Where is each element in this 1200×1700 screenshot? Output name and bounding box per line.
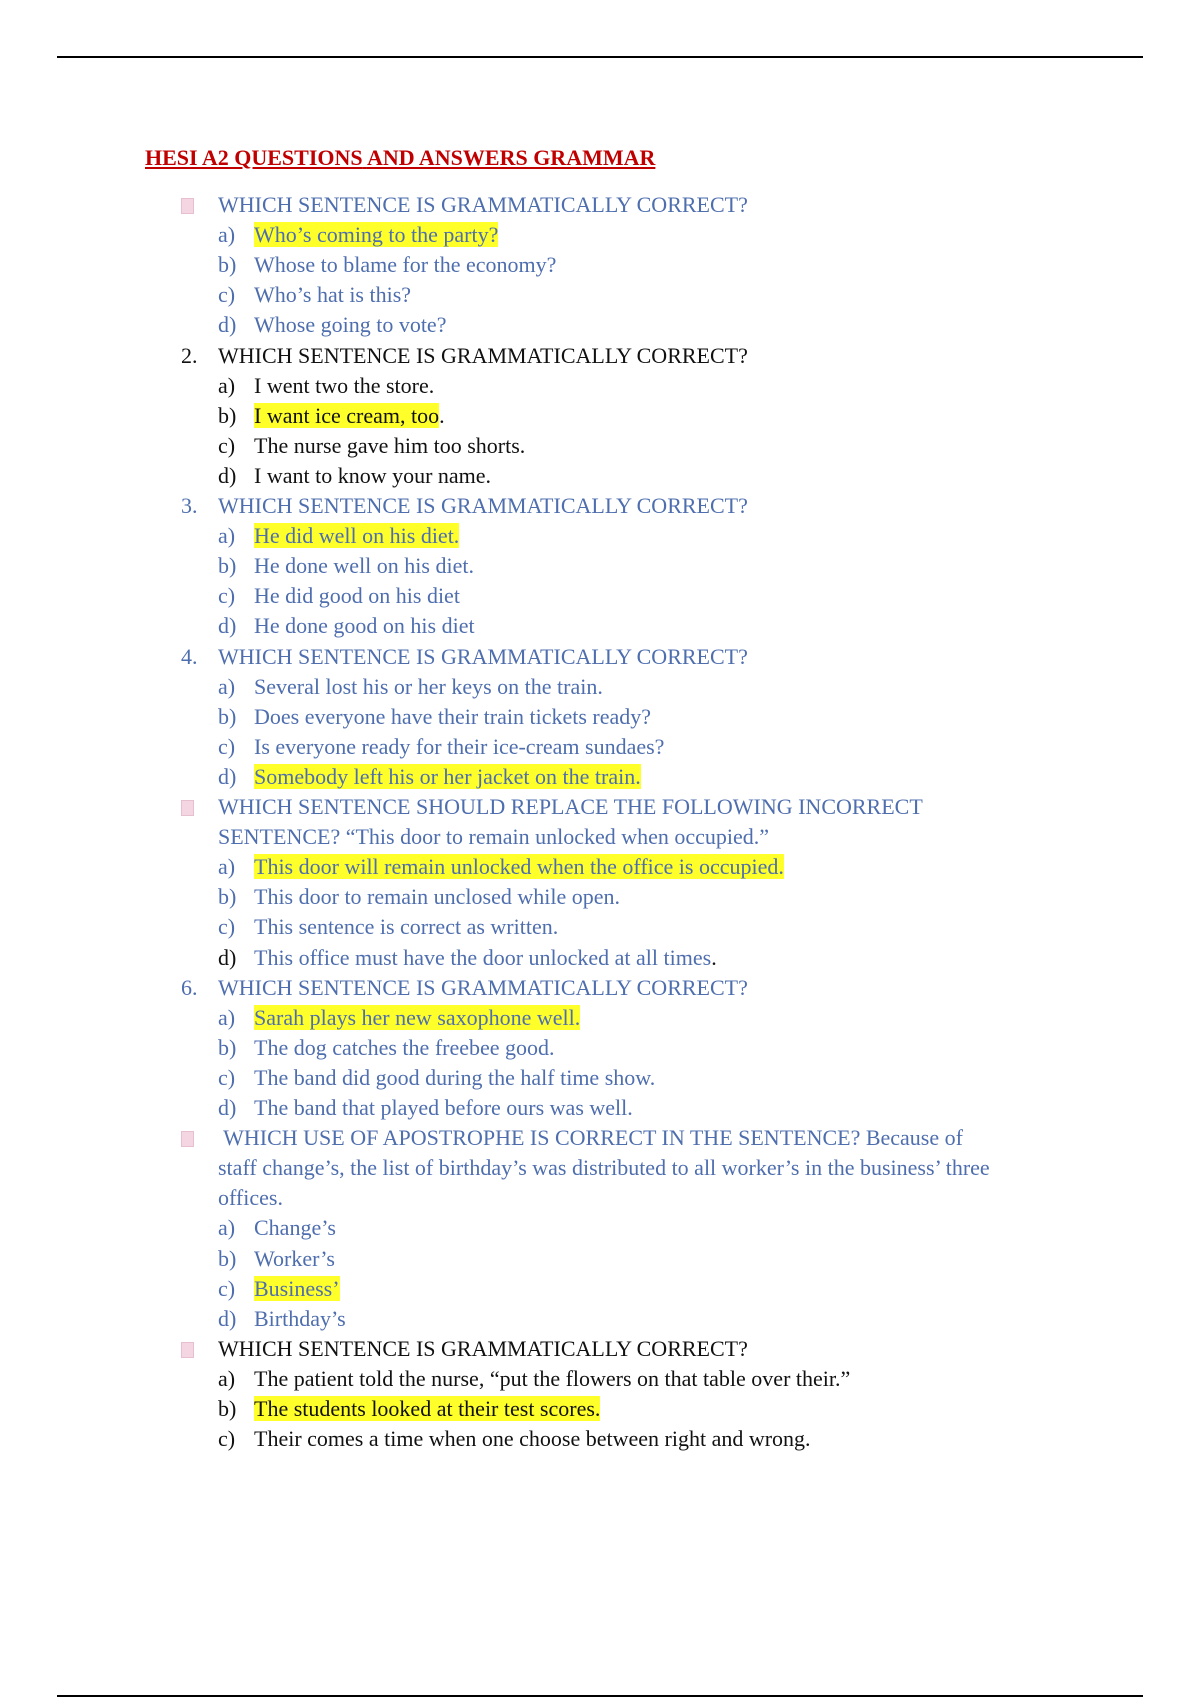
question-number: 2. <box>181 342 198 368</box>
option-label: c) <box>218 432 236 458</box>
option-label: d) <box>218 462 237 488</box>
option-label: b) <box>218 553 237 579</box>
option-text: Whose going to vote? <box>254 312 447 338</box>
option-text-wrap <box>254 251 556 279</box>
question-number: 3. <box>181 493 198 518</box>
bullet-marker-icon <box>181 1342 194 1358</box>
option-label: c) <box>218 282 236 308</box>
list-bullet-icon <box>181 793 201 823</box>
option-text: He did good on his diet <box>254 583 460 609</box>
option-label: d) <box>218 763 237 789</box>
option-text: Is everyone ready for their ice-cream sundaes? <box>254 733 665 759</box>
option-text-wrap <box>254 582 460 610</box>
correct-answer-highlight: Somebody left his or her jacket on the train. <box>254 763 641 789</box>
option-label: d) <box>218 1305 237 1331</box>
bottom-rule <box>57 1695 1143 1697</box>
correct-answer-highlight: Sarah plays her new saxophone well. <box>254 1004 581 1030</box>
question-text: staff change’s, the list of birthday’s was distributed to all worker’s in the business’ three <box>218 1155 990 1181</box>
option-label: b) <box>218 1245 237 1271</box>
option-label: b) <box>218 402 237 428</box>
option-text-wrap <box>254 432 525 460</box>
option-label: b) <box>218 1396 237 1421</box>
option-label: a) <box>218 1215 236 1241</box>
correct-answer-highlight: Business’ <box>254 1275 340 1301</box>
option-text-wrap <box>254 853 784 881</box>
option-text: This door to remain unclosed while open. <box>254 884 620 910</box>
option-label: b) <box>218 703 237 729</box>
option-text: Their comes a time when one choose between right and wrong. <box>254 1426 811 1452</box>
option-label: a) <box>218 673 236 699</box>
option-label: d) <box>218 613 237 639</box>
option-text: He done good on his diet <box>254 613 475 639</box>
option-text-wrap <box>254 883 620 911</box>
question-text: WHICH SENTENCE IS GRAMMATICALLY CORRECT? <box>218 1335 748 1361</box>
question-text: WHICH SENTENCE SHOULD REPLACE THE FOLLOWING INCORRECT <box>218 794 923 819</box>
option-label: b) <box>218 252 237 278</box>
option-text-wrap <box>254 733 664 761</box>
option-text-wrap <box>254 673 603 701</box>
option-text-wrap <box>254 1275 340 1303</box>
option-text: The dog catches the freebee good. <box>254 1034 555 1060</box>
option-label: d) <box>218 1095 237 1120</box>
option-label: a) <box>218 1365 236 1391</box>
page-title <box>145 145 655 171</box>
option-text: The patient told the nurse, “put the flowers on that table over their.” <box>254 1365 851 1391</box>
option-text-wrap <box>254 221 498 249</box>
bullet-marker-icon <box>181 198 194 214</box>
question-text: offices. <box>218 1185 283 1211</box>
option-text: Does everyone have their train tickets ready? <box>254 703 652 729</box>
option-text-wrap <box>254 763 641 791</box>
option-label: b) <box>218 884 237 910</box>
option-text: I went two the store. <box>254 372 435 398</box>
correct-answer-highlight: This door will remain unlocked when the office is occupied. <box>254 854 784 880</box>
option-text: This office must have the door unlocked at all times <box>254 944 712 970</box>
top-rule <box>57 56 1143 58</box>
option-text: This sentence is correct as written. <box>254 914 559 940</box>
question-text: WHICH SENTENCE IS GRAMMATICALLY CORRECT? <box>218 493 748 518</box>
question-number: 6. <box>181 974 198 1000</box>
option-text-wrap <box>254 612 475 640</box>
option-label: a) <box>218 854 236 880</box>
option-text-wrap <box>254 311 446 339</box>
option-text: Change’s <box>254 1215 336 1241</box>
option-text-wrap <box>254 1245 335 1273</box>
question-text: WHICH SENTENCE IS GRAMMATICALLY CORRECT? <box>218 342 748 368</box>
option-label: b) <box>218 1034 237 1060</box>
option-text: The band that played before ours was well. <box>254 1095 633 1120</box>
option-text: The band did good during the half time show. <box>254 1064 656 1090</box>
option-text-wrap <box>254 1094 633 1122</box>
option-text-wrap <box>254 703 651 731</box>
option-label: a) <box>218 222 236 248</box>
question-text: WHICH SENTENCE IS GRAMMATICALLY CORRECT? <box>218 643 748 669</box>
option-text: Worker’s <box>254 1245 335 1271</box>
correct-answer-highlight: I want ice cream, too <box>254 402 440 428</box>
option-suffix: . <box>711 944 717 970</box>
list-bullet-icon <box>181 191 201 221</box>
option-label: a) <box>218 1004 236 1030</box>
option-label: d) <box>218 944 237 970</box>
option-text-wrap <box>254 1395 600 1423</box>
option-text-wrap <box>254 281 411 309</box>
option-text-wrap <box>254 402 445 430</box>
option-text: He done well on his diet. <box>254 553 474 579</box>
title-part-2: AND ANSWERS GRAMMAR <box>366 145 656 170</box>
list-bullet-icon <box>181 1124 201 1154</box>
question-text: WHICH SENTENCE IS GRAMMATICALLY CORRECT? <box>218 974 748 1000</box>
option-text-wrap <box>254 1305 346 1333</box>
option-text: Whose to blame for the economy? <box>254 252 557 278</box>
option-label: a) <box>218 372 236 398</box>
option-text: Who’s hat is this? <box>254 282 412 308</box>
option-label: c) <box>218 583 236 609</box>
option-label: c) <box>218 1426 236 1452</box>
option-label: a) <box>218 523 236 549</box>
option-text-wrap <box>254 372 434 400</box>
option-text: The nurse gave him too shorts. <box>254 432 526 458</box>
list-bullet-icon <box>181 1335 201 1365</box>
bullet-marker-icon <box>181 1131 194 1147</box>
bullet-marker-icon <box>181 800 194 816</box>
option-text-wrap <box>254 913 558 941</box>
option-text-wrap <box>254 1214 336 1242</box>
option-label: d) <box>218 312 237 338</box>
option-suffix: . <box>439 402 445 428</box>
option-label: c) <box>218 733 236 759</box>
title-part-1: HESI A2 QUESTIONS <box>145 145 363 170</box>
question-text: WHICH SENTENCE IS GRAMMATICALLY CORRECT? <box>218 192 748 217</box>
option-label: c) <box>218 1275 236 1301</box>
option-text-wrap <box>254 522 459 550</box>
option-text-wrap <box>254 1064 655 1092</box>
correct-answer-highlight: Who’s coming to the party? <box>254 222 499 248</box>
option-text-wrap <box>254 1365 850 1393</box>
option-text: Birthday’s <box>254 1305 346 1331</box>
option-text-wrap <box>254 1034 555 1062</box>
question-number: 4. <box>181 643 198 669</box>
option-label: c) <box>218 1064 236 1090</box>
correct-answer-highlight: The students looked at their test scores. <box>254 1396 601 1421</box>
option-text-wrap <box>254 552 474 580</box>
option-text: Several lost his or her keys on the train. <box>254 673 603 699</box>
option-text: I want to know your name. <box>254 462 492 488</box>
option-text-wrap <box>254 462 491 490</box>
question-text: WHICH USE OF APOSTROPHE IS CORRECT IN THE SENTENCE? Because of <box>218 1125 963 1151</box>
option-text-wrap <box>254 944 717 972</box>
question-text: SENTENCE? “This door to remain unlocked when occupied.” <box>218 824 770 850</box>
correct-answer-highlight: He did well on his diet. <box>254 523 460 549</box>
option-text-wrap <box>254 1004 580 1032</box>
option-label: c) <box>218 914 236 940</box>
option-text-wrap <box>254 1425 811 1453</box>
